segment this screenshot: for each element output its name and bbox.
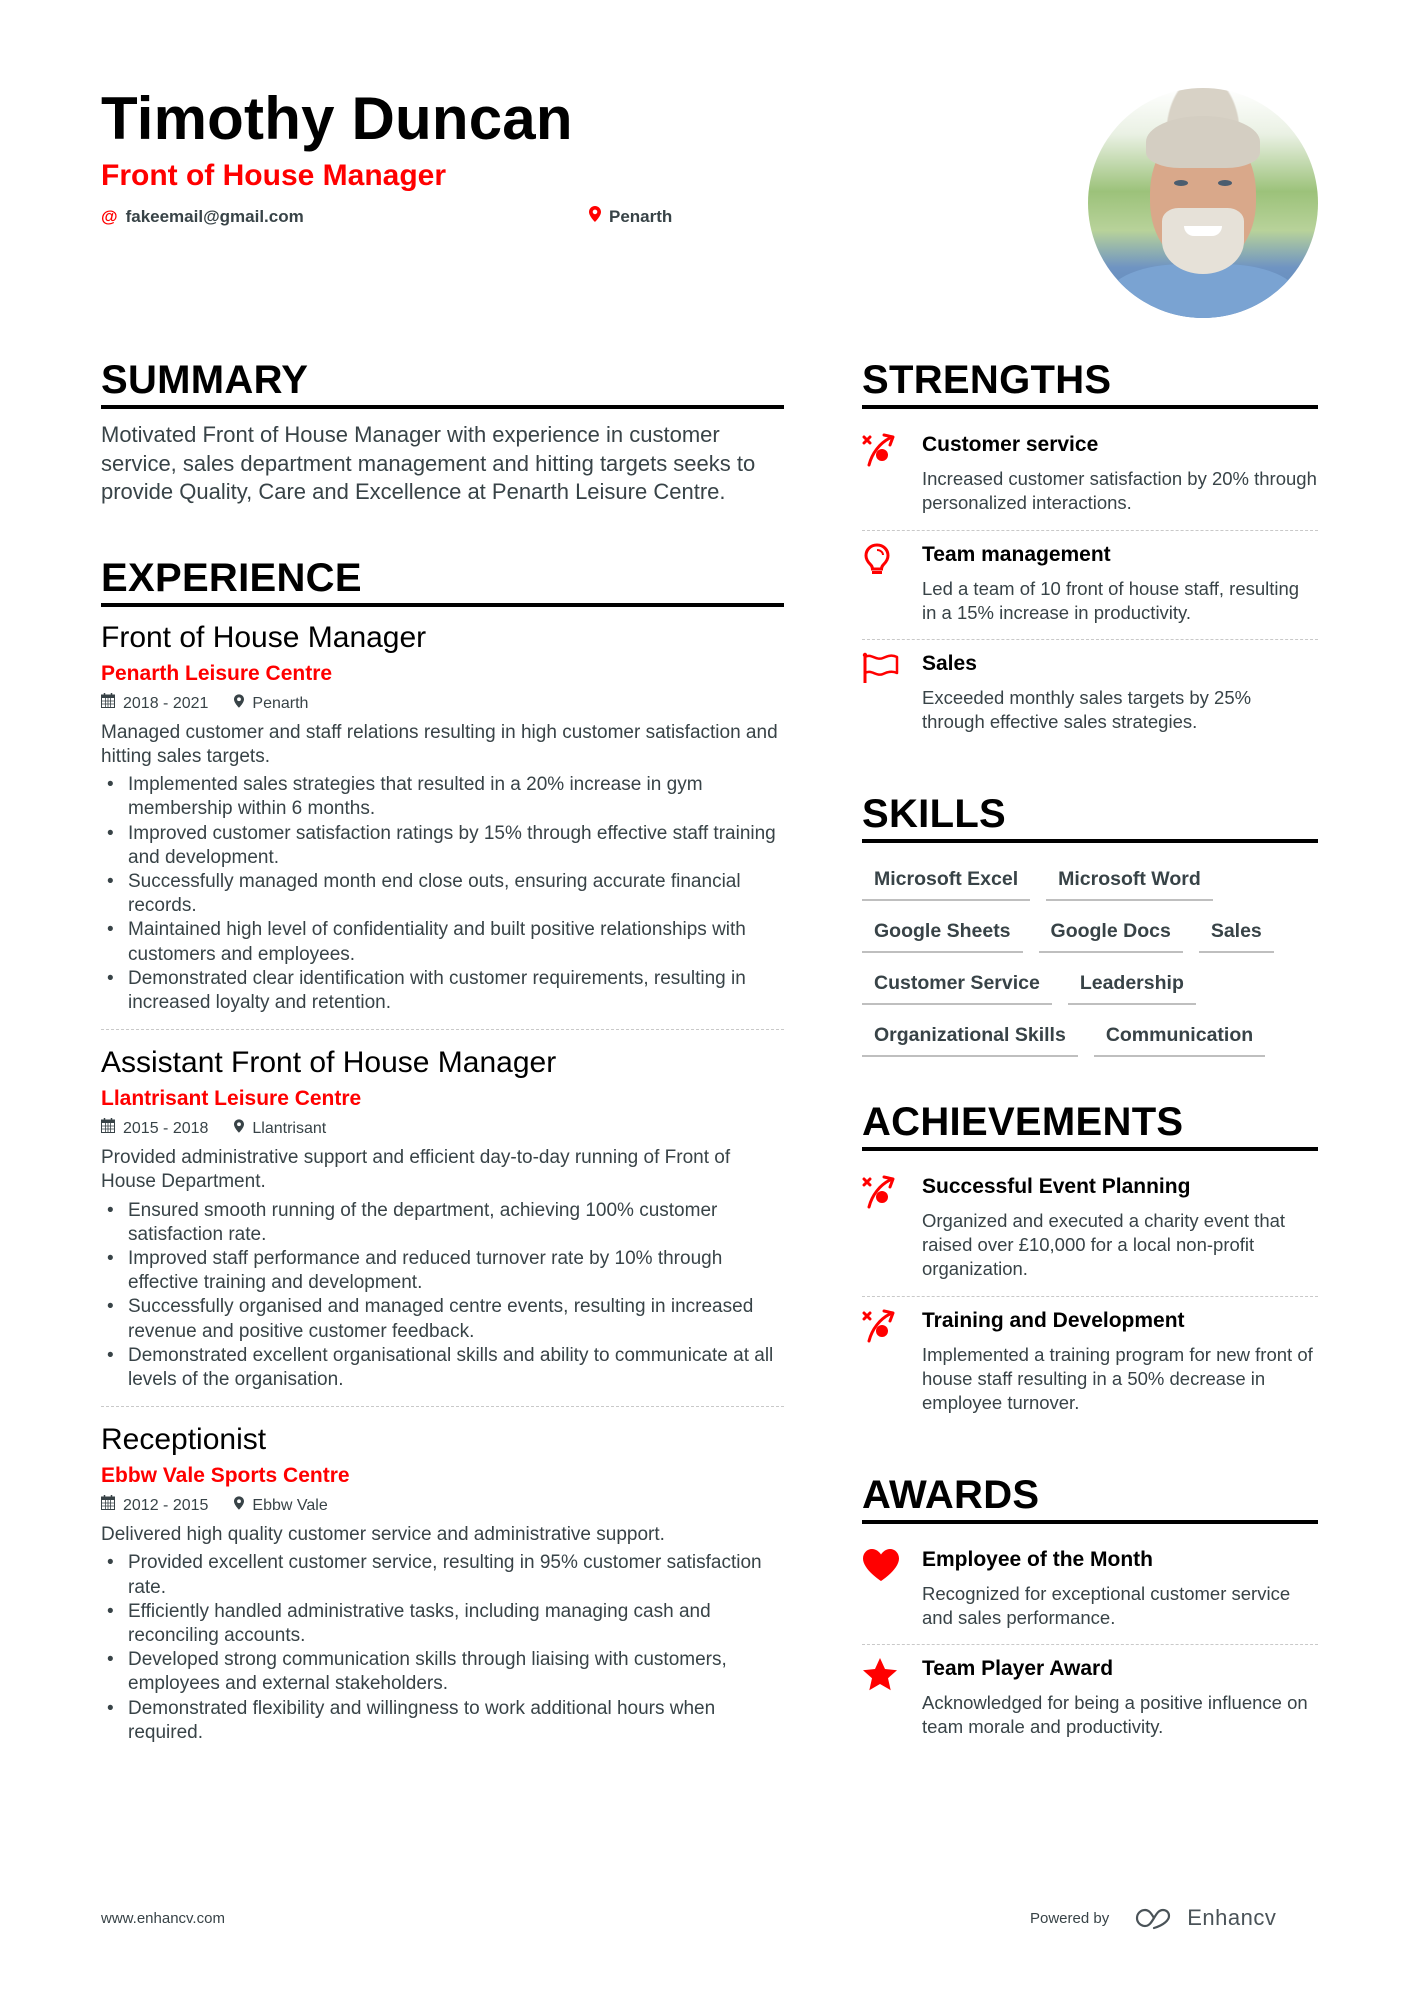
job-bullet: • Demonstrated flexibility and willingness to work additional hours when required.: [101, 1697, 784, 1745]
skill-tag: Google Sheets: [862, 913, 1023, 953]
award-item: [862, 1645, 1318, 1754]
strength-title: Sales: [922, 652, 977, 676]
job-location: Ebbw Vale: [252, 1497, 328, 1515]
summary-heading: SUMMARY: [101, 355, 784, 409]
job-bullet: • Provided excellent customer service, resulting in 95% customer satisfaction rate.: [101, 1551, 784, 1599]
achievements-section: [862, 1097, 1318, 1430]
enhancv-logo[interactable]: [1131, 1905, 1276, 1931]
job-bullet: • Maintained high level of confidentiality and built positive relationships with customers and employees.: [101, 918, 784, 966]
job-description: Managed customer and staff relations resulting in high customer satisfaction and hitting sales targets.: [101, 721, 778, 767]
footer-powered-by: [1030, 1905, 1276, 1931]
job-bullets: [101, 773, 784, 1015]
job-company: Penarth Leisure Centre: [101, 661, 333, 685]
calendar-icon: [101, 1118, 115, 1140]
job-title: Front of House Manager: [101, 620, 427, 654]
job-company: Ebbw Vale Sports Centre: [101, 1464, 350, 1488]
skills-list: [862, 855, 1318, 1057]
experience-entry: [101, 619, 784, 1030]
job-company: Llantrisant Leisure Centre: [101, 1087, 362, 1111]
awards-section: [862, 1470, 1318, 1754]
at-icon: @: [101, 206, 118, 226]
job-dates: 2012 - 2015: [123, 1497, 209, 1515]
map-pin-icon: [234, 1118, 244, 1140]
job-bullets: [101, 1551, 784, 1745]
job-bullet: • Efficiently handled administrative tasks, including managing cash and reconciling accounts.: [101, 1600, 784, 1648]
candidate-name: Timothy Duncan: [101, 85, 573, 152]
skill-tag: Organizational Skills: [862, 1017, 1078, 1057]
award-title: Team Player Award: [922, 1657, 1114, 1681]
skill-tag: Google Docs: [1039, 913, 1183, 953]
skill-tag: Leadership: [1068, 965, 1196, 1005]
calendar-icon: [101, 693, 115, 715]
job-bullet: • Ensured smooth running of the department, achieving 100% customer satisfaction rate.: [101, 1199, 784, 1247]
right-column: [862, 355, 1318, 1754]
strength-title: Customer service: [922, 433, 1099, 456]
job-location: Penarth: [252, 694, 309, 712]
job-bullet: • Developed strong communication skills through liaising with customers, employees and external stakeholders.: [101, 1648, 784, 1696]
strategy-icon: [862, 431, 922, 516]
job-title: Assistant Front of House Manager: [101, 1046, 557, 1080]
job-bullet: • Successfully managed month end close outs, ensuring accurate financial records.: [101, 870, 784, 918]
footer-website[interactable]: www.enhancv.com: [101, 1910, 225, 1927]
achievement-title: Successful Event Planning: [922, 1174, 1191, 1198]
strategy-icon: [862, 1173, 922, 1282]
job-bullet: • Improved staff performance and reduced turnover rate by 10% through effective training and development.: [101, 1247, 784, 1295]
job-description: Delivered high quality customer service and administrative support.: [101, 1524, 665, 1546]
job-bullet: • Demonstrated excellent organisational skills and ability to communicate at all levels of the organisation.: [101, 1344, 784, 1392]
achievement-text: Implemented a training program for new front of house staff resulting in a 50% decrease in employee turnover.: [922, 1343, 1313, 1414]
strengths-section: [862, 355, 1318, 749]
skill-tag: Microsoft Excel: [862, 861, 1030, 901]
job-dates: 2015 - 2018: [123, 1120, 209, 1138]
candidate-title: Front of House Manager: [101, 159, 447, 192]
job-dates: 2018 - 2021: [123, 694, 209, 712]
calendar-icon: [101, 1495, 115, 1517]
job-bullets: [101, 1199, 784, 1393]
skill-tag: Customer Service: [862, 965, 1052, 1005]
skills-section: [862, 789, 1318, 1057]
star-icon: [862, 1655, 922, 1740]
awards-heading: AWARDS: [862, 1470, 1318, 1524]
powered-by-label: Powered by: [1030, 1909, 1110, 1927]
flag-icon: [862, 650, 922, 735]
job-title: Receptionist: [101, 1423, 267, 1457]
achievement-text: Organized and executed a charity event that raised over £10,000 for a local non-profit organization.: [922, 1209, 1286, 1280]
award-title: Employee of the Month: [922, 1547, 1153, 1571]
profile-photo: [1088, 88, 1318, 318]
job-bullet: • Improved customer satisfaction ratings by 15% through effective staff training and development.: [101, 822, 784, 870]
achievement-title: Training and Development: [922, 1308, 1185, 1332]
skill-tag: Microsoft Word: [1046, 861, 1213, 901]
lightbulb-icon: [862, 541, 922, 626]
strength-text: Increased customer satisfaction by 20% through personalized interactions.: [922, 468, 1317, 514]
strategy-icon: [862, 1307, 922, 1416]
strength-item: [862, 640, 1318, 749]
job-meta: [101, 1118, 784, 1140]
map-pin-icon: [234, 1495, 244, 1517]
summary-text: Motivated Front of House Manager with experience in customer service, sales department management and hitting targets seeks to provide Quality, Care and Excellence at Penarth Leisure Centre.: [101, 422, 756, 505]
resume-header: [101, 82, 1061, 227]
skill-tag: Communication: [1094, 1017, 1265, 1057]
heart-icon: [862, 1546, 922, 1631]
award-text: Acknowledged for being a positive influence on team morale and productivity.: [922, 1692, 1308, 1738]
experience-entry: [101, 1421, 784, 1759]
experience-heading: EXPERIENCE: [101, 553, 784, 607]
award-item: [862, 1536, 1318, 1646]
strength-item: [862, 531, 1318, 641]
contact-location: [589, 206, 672, 227]
skill-tag: Sales: [1199, 913, 1274, 953]
enhancv-logo-icon: [1131, 1906, 1177, 1930]
skills-heading: SKILLS: [862, 789, 1318, 843]
strengths-heading: STRENGTHS: [862, 355, 1318, 409]
job-bullet: • Demonstrated clear identification with customer requirements, resulting in increased loyalty and retention.: [101, 967, 784, 1015]
left-column: [101, 355, 784, 1773]
achievements-heading: ACHIEVEMENTS: [862, 1097, 1318, 1151]
brand-name: Enhancv: [1187, 1905, 1277, 1930]
strength-item: [862, 421, 1318, 531]
summary-section: [101, 355, 784, 507]
map-pin-icon: [234, 693, 244, 715]
job-meta: [101, 693, 784, 715]
experience-entry: [101, 1044, 784, 1407]
location-text: Penarth: [609, 206, 673, 226]
job-bullet: • Implemented sales strategies that resulted in a 20% increase in gym membership within 6 months.: [101, 773, 784, 821]
contact-info: [101, 206, 1061, 227]
achievement-item: [862, 1297, 1318, 1430]
award-text: Recognized for exceptional customer service and sales performance.: [922, 1582, 1291, 1628]
strength-text: Led a team of 10 front of house staff, resulting in a 15% increase in productivity.: [922, 577, 1300, 623]
map-pin-icon: [589, 206, 601, 227]
achievement-item: [862, 1163, 1318, 1297]
strength-title: Team management: [922, 542, 1111, 566]
email-text: fakeemail@gmail.com: [125, 206, 304, 226]
strength-text: Exceeded monthly sales targets by 25% through effective sales strategies.: [922, 687, 1252, 733]
job-meta: [101, 1495, 784, 1517]
job-bullet: • Successfully organised and managed centre events, resulting in increased revenue and positive customer feedback.: [101, 1295, 784, 1343]
contact-email[interactable]: [101, 206, 589, 227]
experience-section: [101, 553, 784, 1759]
job-description: Provided administrative support and efficient day-to-day running of Front of House Department.: [101, 1147, 731, 1193]
job-location: Llantrisant: [252, 1120, 327, 1138]
